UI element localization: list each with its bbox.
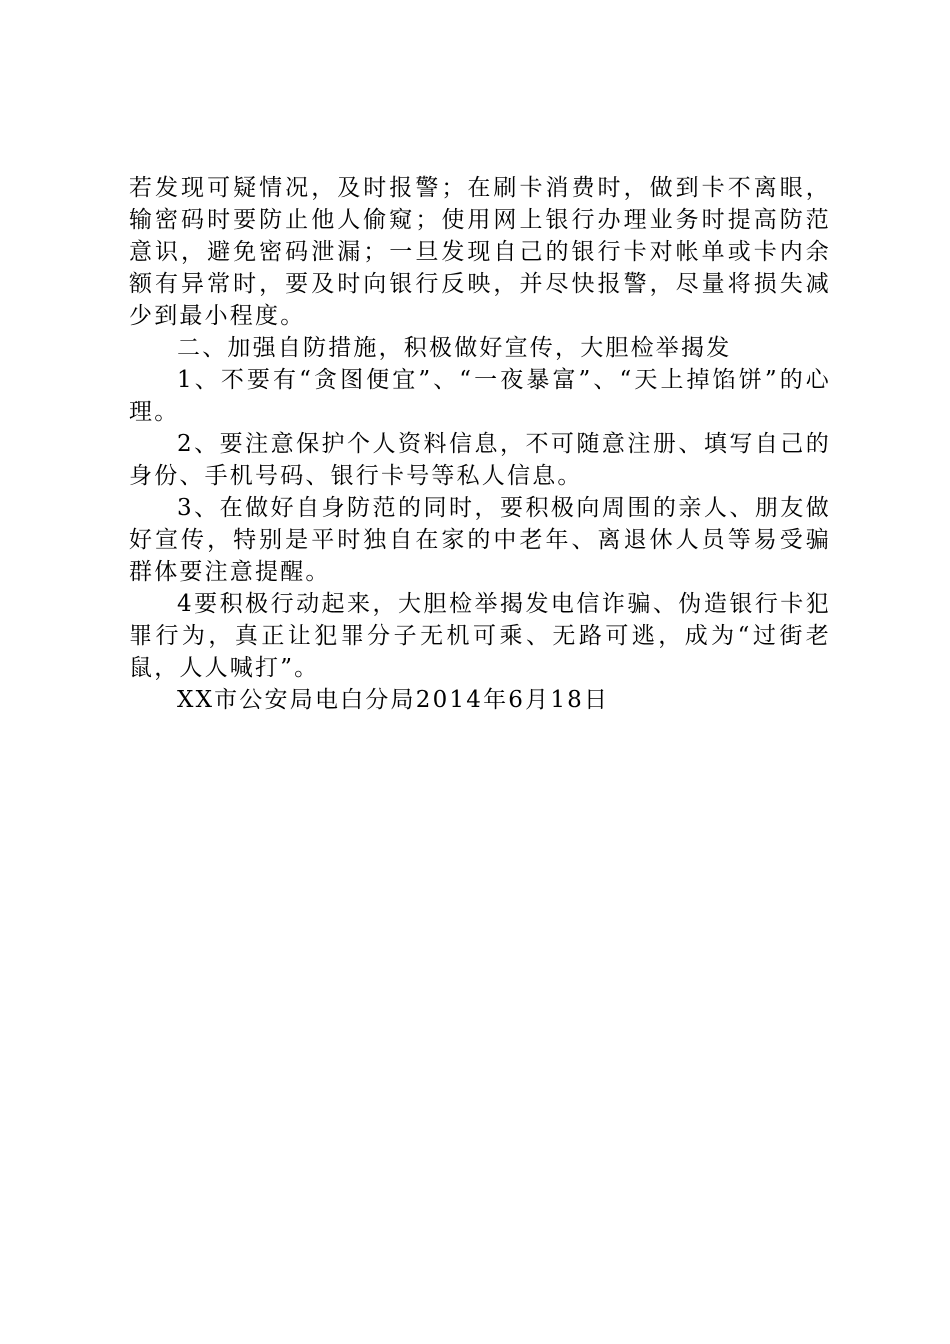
section-heading: 二、加强自防措施，积极做好宣传，大胆检举揭发 [177,335,732,361]
document-body [129,172,831,716]
list-item-1: 1、不要有“贪图便宜”、“一夜暴富”、“天上掉馅饼”的心理。 [129,367,831,425]
paragraph-continuation: 若发现可疑情况，及时报警；在刷卡消费时，做到卡不离眼，输密码时要防止他人偷窥；使用网上银行办理业务时提高防范意识，避免密码泄漏；一旦发现自己的银行卡对帐单或卡内余额有异常时，要及时向银行反映，并尽快报警，尽量将损失减少到最小程度。 [129,175,831,329]
list-item-2: 2、要注意保护个人资料信息，不可随意注册、填写自己的身份、手机号码、银行卡号等私人信息。 [129,431,831,489]
signature-line: XX市公安局电白分局2014年6月18日 [177,687,610,713]
list-item-4: 4要积极行动起来，大胆检举揭发电信诈骗、伪造银行卡犯罪行为，真正让犯罪分子无机可乘、无路可逃，成为“过街老鼠，人人喊打”。 [129,591,831,681]
list-item-3: 3、在做好自身防范的同时，要积极向周围的亲人、朋友做好宣传，特别是平时独自在家的中老年、离退休人员等易受骗群体要注意提醒。 [129,495,831,585]
